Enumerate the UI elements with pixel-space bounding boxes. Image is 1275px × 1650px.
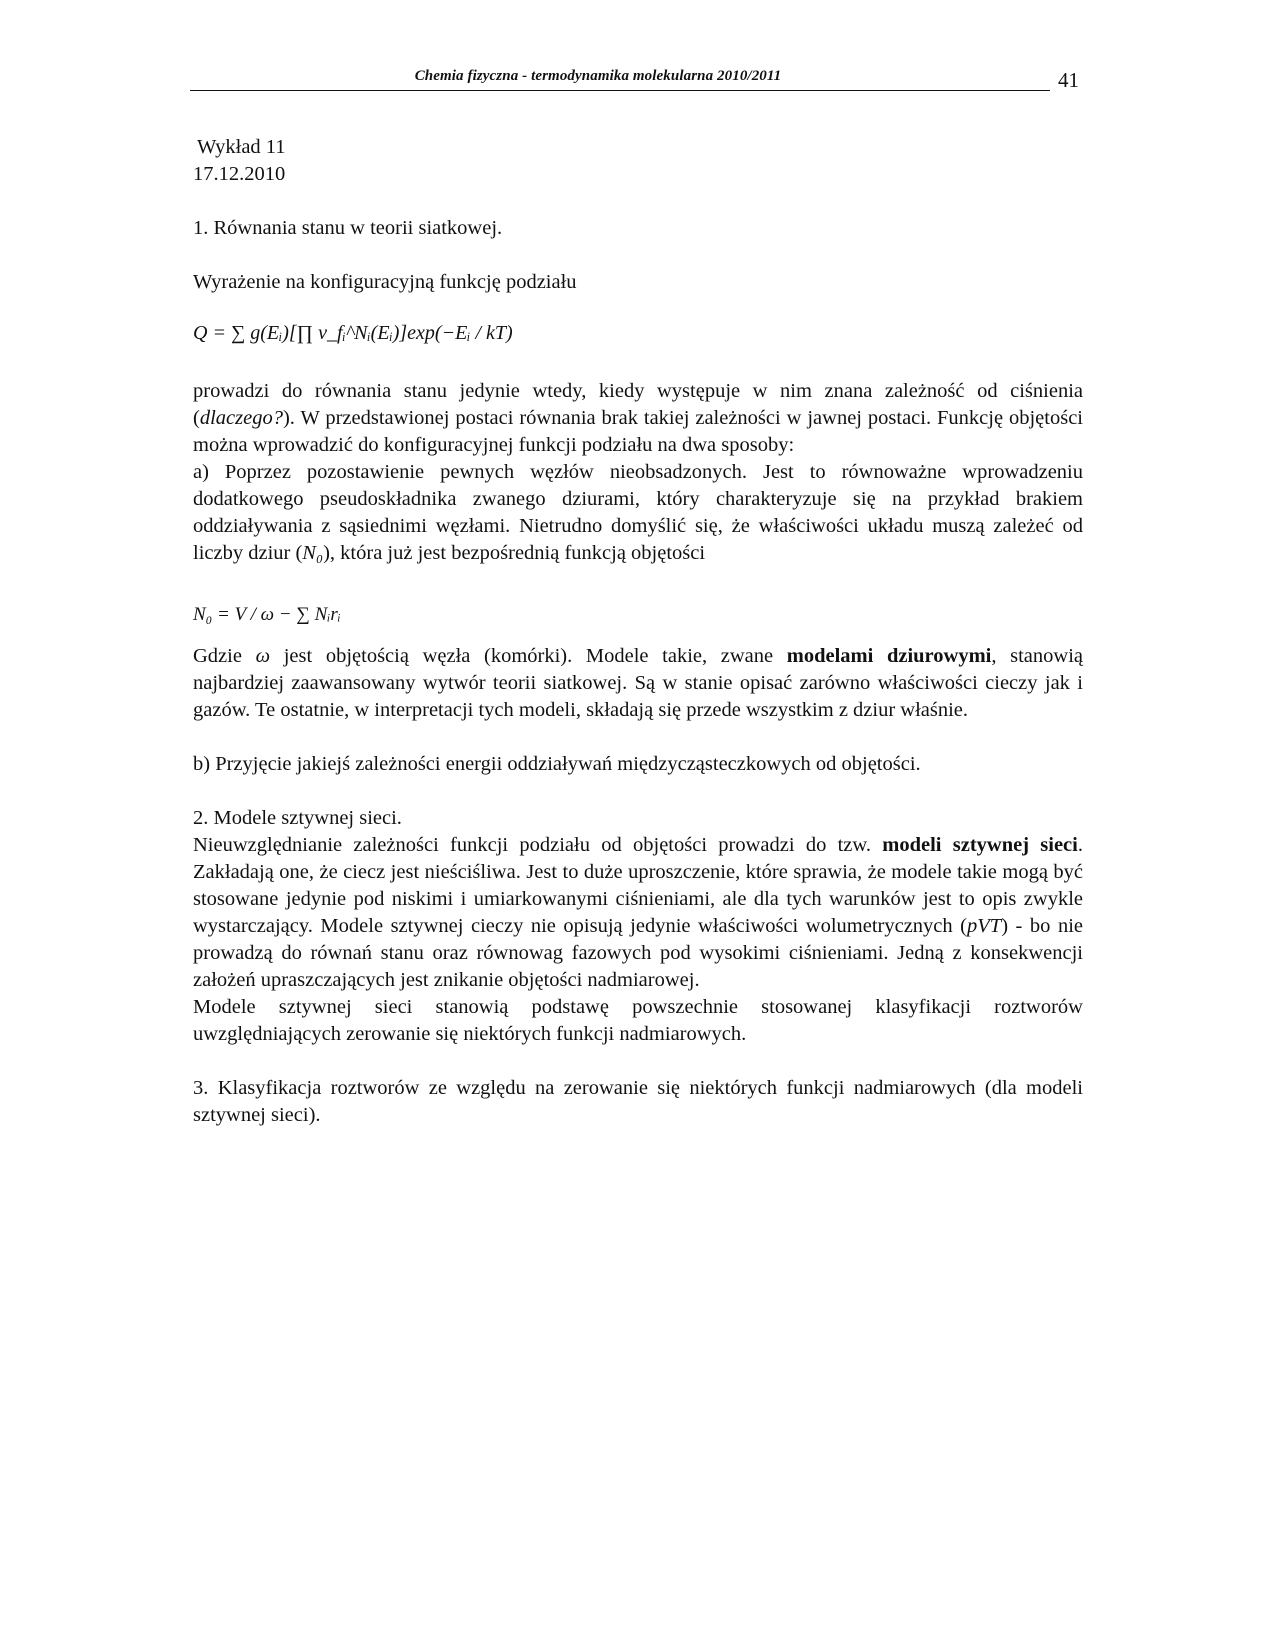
paragraph-rigid-lattice: Nieuwzględnianie zależności funkcji podziału od objętości prowadzi do tzw. modeli sztywnej sieci. Zakładają one, że ciecz jest nieściśliwa. Jest to duże uproszczenie, które sprawia, że modele takie mogą być stosowane jedynie pod niskimi i umiarkowanymi ciśnieniami, ale dla tych warunków jest to opis zwykle wystarczający. Modele sztywnej cieczy nie opisują jedynie właściwości wolumetrycznych (pVT) - bo nie prowadzą do równań stanu oraz równowag fazowych pod wysokimi ciśnieniami. Jedną z konsekwencji założeń upraszczających jest znikanie objętości nadmiarowej. <box>193 834 1083 991</box>
formula-n-line: N₀ = V / ω − ∑ Nᵢrᵢ <box>193 604 341 625</box>
paragraph-classification-basis: Modele sztywnej sieci stanowią podstawę powszechnie stosowanej klasyfikacji roztworów uwzględniających zerowanie się niektórych funkcji nadmiarowych. <box>193 996 1083 1045</box>
paragraph-equation-of-state: prowadzi do równania stanu jedynie wtedy, kiedy występuje w nim znana zależność od ciśnienia (dlaczego?). W przedstawionej postaci równania brak takiej zależności w jawnej postaci. Funkcję objętości można wprowadzić do konfiguracyjnej funkcji podziału na dwa sposoby: <box>193 380 1083 456</box>
header-title: Chemia fizyczna - termodynamika molekularna 2010/2011 <box>414 68 782 84</box>
running-header <box>190 66 1050 96</box>
section-2-heading: 2. Modele sztywnej sieci. <box>193 807 402 829</box>
header-rule <box>190 90 1050 91</box>
section-1-heading: 1. Równania stanu w teorii siatkowej. <box>193 217 503 239</box>
formula-q-line: Q = ∑ g(Eᵢ)[∏ v_fᵢ^Nᵢ(Eᵢ)]exp(−Eᵢ / kT) <box>193 322 513 344</box>
page-content <box>193 134 1083 1129</box>
page-number: 41 <box>1058 68 1079 92</box>
section-1-intro: Wyrażenie na konfiguracyjną funkcję podziału <box>193 271 577 293</box>
lecture-label: Wykład 11 <box>197 136 286 158</box>
paragraph-option-b: b) Przyjęcie jakiejś zależności energii oddziaływań międzycząsteczkowych od objętości. <box>193 753 921 775</box>
paragraph-hole-models: Gdzie ω jest objętością węzła (komórki). Modele takie, zwane modelami dziurowymi, stanowią najbardziej zaawansowany wytwór teorii siatkowej. Są w stanie opisać zarówno właściwości cieczy jak i gazów. Te ostatnie, w interpretacji tych modeli, składają się przede wszystkim z dziur właśnie. <box>193 645 1083 721</box>
holes-count-formula <box>193 585 1083 643</box>
partition-function-formula <box>193 296 1083 360</box>
section-3-heading: 3. Klasyfikacja roztworów ze względu na zerowanie się niektórych funkcji nadmiarowych (dla modeli sztywnej sieci). <box>193 1077 1083 1126</box>
lecture-date: 17.12.2010 <box>193 163 286 185</box>
paragraph-option-a: a) Poprzez pozostawienie pewnych węzłów nieobsadzonych. Jest to równoważne wprowadzeniu dodatkowego pseudoskładnika zwanego dziurami, który charakteryzuje się na przykład brakiem oddziaływania z sąsiednimi węzłami. Nietrudno domyślić się, że właściwości układu muszą zależeć od liczby dziur (N₀), która już jest bezpośrednią funkcją objętości <box>193 461 1083 564</box>
